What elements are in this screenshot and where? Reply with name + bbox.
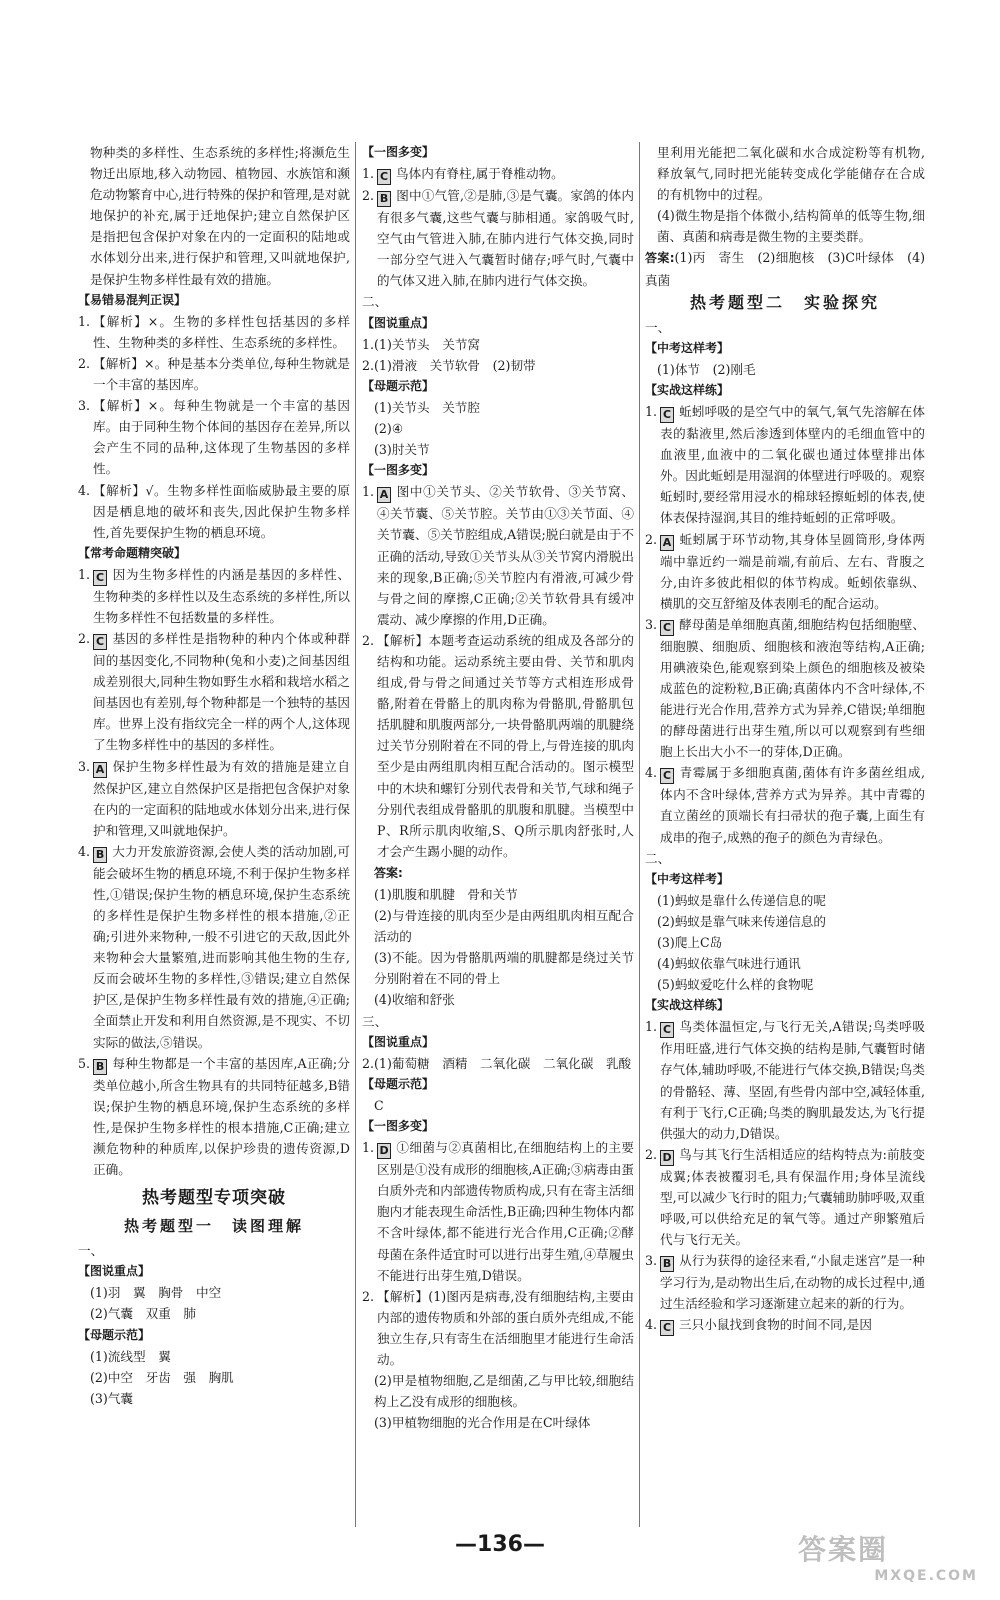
section-heading: 【图说重点】: [362, 315, 435, 330]
answer-choice-box: C: [660, 620, 674, 636]
explanation-text: 保护生物多样性最为有效的措施是建立自然保护区,建立自然保护区是指把包含保护对象在内的一定面积的陆地或水体划分出来,进行保护和管理,又叫就地保护。: [93, 758, 350, 838]
explanation-text: 【解析】本题考查运动系统的组成及各部分的结构和功能。运动系统主要由骨、关节和肌肉组成,骨与骨之间通过关节等方式相连形成骨骼,附着在骨骼上的肌肉称为骨骼肌,骨骼肌包括肌腱和肌腹两部分,一块骨骼肌两端的肌腱绕过关节分别附着在不同的骨上,与骨连接的肌肉至少是由两组肌肉相互配合活动的。图示模型中的木块和螺钉分别代表骨和关节,气球和绳子分别代表组成骨骼肌的肌腹和肌腱。当模型中P、R所示肌肉收缩,S、Q所示肌肉舒张时,人才会产生踢小腿的动作。: [377, 632, 634, 859]
part-label: 一、: [645, 319, 671, 335]
answer-choice-box: C: [660, 768, 674, 784]
page-number: —136—: [455, 1532, 545, 1557]
answer-choice-box: B: [93, 1059, 107, 1075]
answer-item: [78, 628, 350, 755]
answer-item: [645, 1314, 925, 1336]
answer-choice-box: C: [660, 1320, 674, 1336]
section-heading: 【母题示范】: [362, 378, 435, 393]
item-number: 2.: [362, 632, 375, 648]
explanation-text: 鸟体内有脊柱,属于脊椎动物。: [396, 166, 564, 182]
answer-item: [362, 185, 634, 291]
text-line: (2)中空 牙齿 强 胸肌: [90, 1369, 234, 1385]
text-line: (1)羽 翼 胸骨 中空: [90, 1285, 222, 1301]
answer-choice-box: B: [377, 191, 391, 207]
answer-choice-box: B: [93, 847, 107, 863]
answer-item: [645, 1144, 925, 1250]
explanation-text: 三只小鼠找到食物的时间不同,是因: [679, 1317, 872, 1333]
explanation-text: 图中①关节头、②关节软骨、③关节窝、④关节囊、⑤关节腔。关节由①③关节面、④关节囊、⑤关节腔组成,A错误;脱臼就是由于不正确的活动,导致①关节头从③关节窝内滑脱出来的现象,B正确;⑤关节腔内有滑液,可减少骨与骨之间的摩擦,C正确;②关节软骨具有缓冲震动、减少摩擦的作用,D正确。: [377, 484, 634, 627]
answer-choice-box: D: [377, 1143, 391, 1159]
answer-choice-box: B: [660, 1256, 674, 1272]
answer-choice-box: A: [377, 487, 391, 503]
explanation-text: 大力开发旅游资源,会使人类的活动加剧,可能会破坏生物的栖息环境,不利于保护生物多样性,①错误;保护生物的栖息环境,保护生态系统的多样性是保护生物多样性的根本措施,②正确;引进外来物种,一般不引进它的天敌,因此外来物种会大量繁殖,进而影响其他生物的生存,反而会破坏生物的多样性,③错误;建立自然保护区,是保护生物多样性最有效的措施,④正确;全面禁止开发和利用自然资源,是不现实、不切实际的做法,⑤错误。: [93, 843, 350, 1050]
section-heading: 【实战这样练】: [645, 998, 730, 1013]
answer-item: [78, 1053, 350, 1180]
item-number: 2.: [645, 531, 658, 547]
text-line: (2)气囊 双重 肺: [90, 1306, 196, 1322]
column-right: [645, 142, 925, 1538]
item-number: 1.: [645, 404, 658, 420]
item-number: 4.: [645, 765, 658, 781]
section-title: 热考题型二 实验探究: [689, 292, 880, 312]
answer-item: [362, 163, 634, 185]
answer-label: 答案:: [645, 251, 675, 266]
explanation-text: 蚯蚓呼吸的是空气中的氧气,氧气先溶解在体表的黏液里,然后渗透到体壁内的毛细血管中的血液里,血液中的二氧化碳也通过体壁排出体外。因此蚯蚓是用湿润的体壁进行呼吸的。观察蚯蚓时,要经常用浸水的棉球轻擦蚯蚓的体表,使体表保持湿润,其目的维持蚯蚓的正常呼吸。: [660, 404, 925, 526]
answer-item: [78, 480, 350, 543]
item-number: 3.: [78, 758, 91, 774]
text-line: (2)蚂蚁是靠气味来传递信息的: [657, 913, 826, 929]
part-label: 三、: [362, 1013, 388, 1029]
explanation-text: 青霉属于多细胞真菌,菌体有许多菌丝组成,体内不含叶绿体,营养方式为异养。其中青霉的直立菌丝的顶端长有扫帚状的孢子囊,上面生有成串的孢子,成熟的孢子的颜色为青绿色。: [660, 765, 925, 845]
explanation-text: 【解析】×。种是基本分类单位,每种生物就是一个丰富的基因库。: [93, 355, 350, 393]
item-number: 5.: [78, 1055, 91, 1071]
text-line: (3)气囊: [90, 1390, 134, 1406]
answer-item: [78, 841, 350, 1053]
answer-label: 答案:: [374, 865, 403, 880]
item-number: 3.: [645, 616, 658, 632]
answer-choice-box: C: [93, 634, 107, 650]
part-label: 二、: [362, 294, 388, 310]
item-number: 2.: [645, 1146, 658, 1162]
text-line: (3)不能。因为骨骼肌两端的肌腱都是绕过关节分别附着在不同的骨上: [374, 950, 634, 987]
answer-choice-box: C: [660, 407, 674, 423]
item-number: 4.: [78, 482, 91, 498]
item-number: 3.: [78, 398, 91, 414]
text-line: (5)蚂蚁爱吃什么样的食物呢: [657, 977, 814, 993]
section-heading: 【一图多变】: [362, 145, 435, 159]
answer-item: [78, 395, 350, 479]
watermark-url: MXQE.COM: [874, 1568, 978, 1584]
text-line: 1.(1)关节头 关节窝: [362, 336, 481, 352]
section-heading: 【中考这样考】: [645, 340, 730, 355]
item-number: 1.: [645, 1019, 658, 1035]
answer-item: [362, 630, 634, 862]
text-line: (2)甲是植物细胞,乙是细菌,乙与甲比较,细胞结构上乙没有成形的细胞核。: [374, 1373, 634, 1410]
answer-item: [78, 564, 350, 628]
section-heading: 【实战这样练】: [645, 382, 730, 397]
column-left: [78, 142, 350, 1538]
explanation-text: 【解析】×。每种生物就是一个丰富的基因库。由于同种生物个体间的基因存在差异,所以会产生不同的品种,这体现了生物基因的多样性。: [93, 398, 350, 477]
item-number: 3.: [645, 1253, 658, 1269]
explanation-text: 鸟类体温恒定,与飞行无关,A错误;鸟类呼吸作用旺盛,进行气体交换的结构是肺,气囊暂时储存气体,辅助呼吸,不能进行气体交换,B错误;鸟类的骨骼轻、薄、坚固,有些骨内部中空,减轻体重,有利于飞行,C正确;鸟类的胸肌最发达,为飞行提供强大的动力,D错误。: [660, 1019, 925, 1141]
text-line: (4)蚂蚁依靠气味进行通讯: [657, 956, 801, 972]
explanation-text: 图中①气管,②是肺,③是气囊。家鸽的体内有很多气囊,这些气囊与肺相通。家鸽吸气时,空气由气管进入肺,在肺内进行气体交换,同时一部分空气进入气囊暂时储存;呼气时,气囊中的气体又进入肺,在肺内进行气体交换。: [377, 188, 634, 289]
column-middle: [362, 142, 634, 1538]
section-title: 热考题型一 读图理解: [123, 1217, 304, 1236]
explanation-text: 每种生物都是一个丰富的基因库,A正确;分类单位越小,所含生物具有的共同特征越多,B错误;保护生物的栖息环境,保护生态系统的多样性,是保护生物多样性的根本措施,C正确;建立濒危物种的种质库,以保护珍贵的遗传资源,D正确。: [93, 1055, 350, 1178]
answer-item: [362, 1286, 634, 1370]
answer-text: (1)丙 寄生 (2)细胞核 (3)C叶绿体 (4)真菌: [645, 250, 925, 288]
answer-choice-box: C: [660, 1022, 674, 1038]
column-divider: [355, 142, 356, 1527]
explanation-text: 鸟与其飞行生活相适应的结构特点为:前肢变成翼;体表被覆羽毛,具有保温作用;身体呈流线型,可以减少飞行时的阻力;气囊辅助肺呼吸,双重呼吸,可以供给充足的氧气等。通过产卵繁殖后代与飞行无关。: [660, 1146, 925, 1248]
text-line: (3)甲植物细胞的光合作用是在C叶绿体: [374, 1415, 591, 1431]
explanation-text: 【解析】×。生物的多样性包括基因的多样性、生物种类的多样性、生态系统的多样性。: [93, 313, 350, 350]
item-number: 1.: [362, 484, 375, 500]
item-number: 2.: [78, 631, 91, 647]
explanation-text: 从行为获得的途径来看,“小鼠走迷宫”是一种学习行为,是动物出生后,在动物的成长过程中,通过生活经验和学习逐渐建立起来的新的行为。: [660, 1253, 925, 1312]
answer-item: [362, 1137, 634, 1286]
answer-item: [78, 353, 350, 395]
text-line: (4)收缩和舒张: [374, 992, 455, 1008]
answer-choice-box: A: [93, 762, 107, 778]
text-line: 2.(1)滑液 关节软骨 (2)韧带: [362, 357, 536, 373]
item-number: 1.: [362, 166, 375, 182]
item-number: 2.: [362, 1288, 375, 1304]
answer-item: [362, 481, 634, 630]
item-number: 4.: [78, 843, 91, 859]
explanation-text: 【解析】√。生物多样性面临威胁最主要的原因是栖息地的破坏和丧失,因此保护生物多样性,首先要保护生物的栖息环境。: [93, 482, 350, 540]
answer-item: [78, 756, 350, 841]
explanation-text: 酵母菌是单细胞真菌,细胞结构包括细胞壁、细胞膜、细胞质、细胞核和液泡等结构,A正确;用碘液染色,能观察到染上颜色的细胞核及被染成蓝色的淀粉粒,B正确;真菌体内不含叶绿体,不能进行光合作用,营养方式为异养,C错误;单细胞的酵母菌进行出芽生殖,所以可以观察到有些细胞上长出大小不一的芽体,D正确。: [660, 616, 925, 760]
answer-item: [645, 529, 925, 614]
part-label: 二、: [645, 850, 671, 866]
text-line: 2.(1)葡萄糖 酒精 二氧化碳 二氧化碳 乳酸: [362, 1055, 632, 1071]
section-heading: 【一图多变】: [362, 1119, 435, 1134]
text-line: (3)肘关节: [374, 442, 430, 458]
item-number: 2.: [78, 355, 91, 371]
watermark-text: 答案圈: [798, 1533, 889, 1566]
text-line: (4)微生物是指个体微小,结构简单的低等生物,细菌、真菌和病毒是微生物的主要类群。: [657, 208, 925, 245]
answer-item: [645, 762, 925, 847]
watermark-logo: [798, 1528, 978, 1588]
explanation-text: 蚯蚓属于环节动物,其身体呈圆筒形,身体两端中靠近约一端是前端,有前后、左右、背腹之分,由许多彼此相似的体节构成。蚯蚓依靠纵、横肌的交互舒缩及体表刚毛的配合运动。: [660, 531, 925, 611]
item-number: 1.: [78, 566, 91, 582]
answer-item: [645, 1250, 925, 1314]
answer-item: [645, 1016, 925, 1143]
item-number: 4.: [645, 1317, 658, 1333]
text-line: (1)肌腹和肌腱 骨和关节: [374, 887, 518, 902]
text-line: (2)④: [374, 421, 404, 437]
answer-item: [645, 401, 925, 528]
answer-item: [78, 311, 350, 353]
column-divider: [639, 142, 640, 1527]
answer-choice-box: C: [93, 570, 107, 586]
paragraph: 物种类的多样性、生态系统的多样性;将濒危生物迁出原地,移入动物园、植物园、水族馆和濒危动物繁育中心,进行特殊的保护和管理,是对就地保护的补充,属于迁地保护;建立自然保护区是指把包含保护对象在内的一定面积的陆地或水体划分出来,进行保护和管理,又叫就地保护,是保护生物多样性最有效的措施。: [90, 145, 350, 287]
text-line: (3)爬上C岛: [657, 935, 723, 950]
chapter-title: 热考题型专项突破: [142, 1188, 286, 1209]
section-heading: 【易错易混判正误】: [78, 292, 187, 307]
text-line: (1)蚂蚁是靠什么传递信息的呢: [657, 892, 826, 908]
section-heading: 【图说重点】: [362, 1034, 435, 1049]
section-heading: 【图说重点】: [78, 1264, 151, 1279]
part-label: 一、: [78, 1243, 104, 1259]
text-line: 里利用光能把二氧化碳和水合成淀粉等有机物,释放氧气,同时把光能转变成化学能储存在合成的有机物中的过程。: [657, 145, 925, 203]
text-line: (1)关节头 关节腔: [374, 399, 480, 415]
answer-choice-box: D: [660, 1150, 674, 1166]
text-line: (2)与骨连接的肌肉至少是由两组肌肉相互配合活动的: [374, 908, 634, 945]
explanation-text: 【解析】(1)图丙是病毒,没有细胞结构,主要由内部的遗传物质和外部的蛋白质外壳组成,不能独立生存,只有寄生在活细胞里才能进行生命活动。: [377, 1288, 634, 1367]
item-number: 1.: [78, 313, 91, 329]
explanation-text: ①细菌与②真菌相比,在细胞结构上的主要区别是①没有成形的细胞核,A正确;③病毒由蛋白质外壳和内部遗传物质构成,只有在寄主活细胞内才能表现生命活性,B正确;四种生物体内都不含叶绿体,都不能进行光合作用,C正确;②酵母菌在条件适宜时可以进行出芽生殖,④草履虫不能进行出芽生殖,D错误。: [377, 1140, 634, 1283]
section-heading: 【母题示范】: [362, 1076, 435, 1091]
section-heading: 【母题示范】: [78, 1327, 151, 1342]
item-number: 2.: [362, 188, 375, 204]
answer-item: [645, 614, 925, 763]
explanation-text: 因为生物多样性的内涵是基因的多样性、生物种类的多样性以及生态系统的多样性,所以生物多样性不包括数量的多样性。: [93, 566, 350, 625]
section-heading: 【常考命题精突破】: [78, 545, 187, 560]
text-line: (1)流线型 翼: [90, 1348, 171, 1364]
section-heading: 【中考这样考】: [645, 871, 730, 886]
text-line: C: [374, 1097, 384, 1113]
section-heading: 【一图多变】: [362, 463, 435, 478]
explanation-text: 基因的多样性是指物种的种内个体或种群间的基因变化,不同物种(兔和小麦)之间基因组成差别很大,同种生物如野生水稻和栽培水稻之间基因也有差别,每个物种都是一个独特的基因库。世界上没有指纹完全一样的两个人,这体现了生物多样性中的基因的多样性。: [93, 631, 350, 753]
text-line: (1)体节 (2)刚毛: [657, 361, 756, 377]
answer-choice-box: A: [660, 535, 674, 551]
answer-choice-box: C: [377, 169, 391, 185]
item-number: 1.: [362, 1140, 375, 1156]
